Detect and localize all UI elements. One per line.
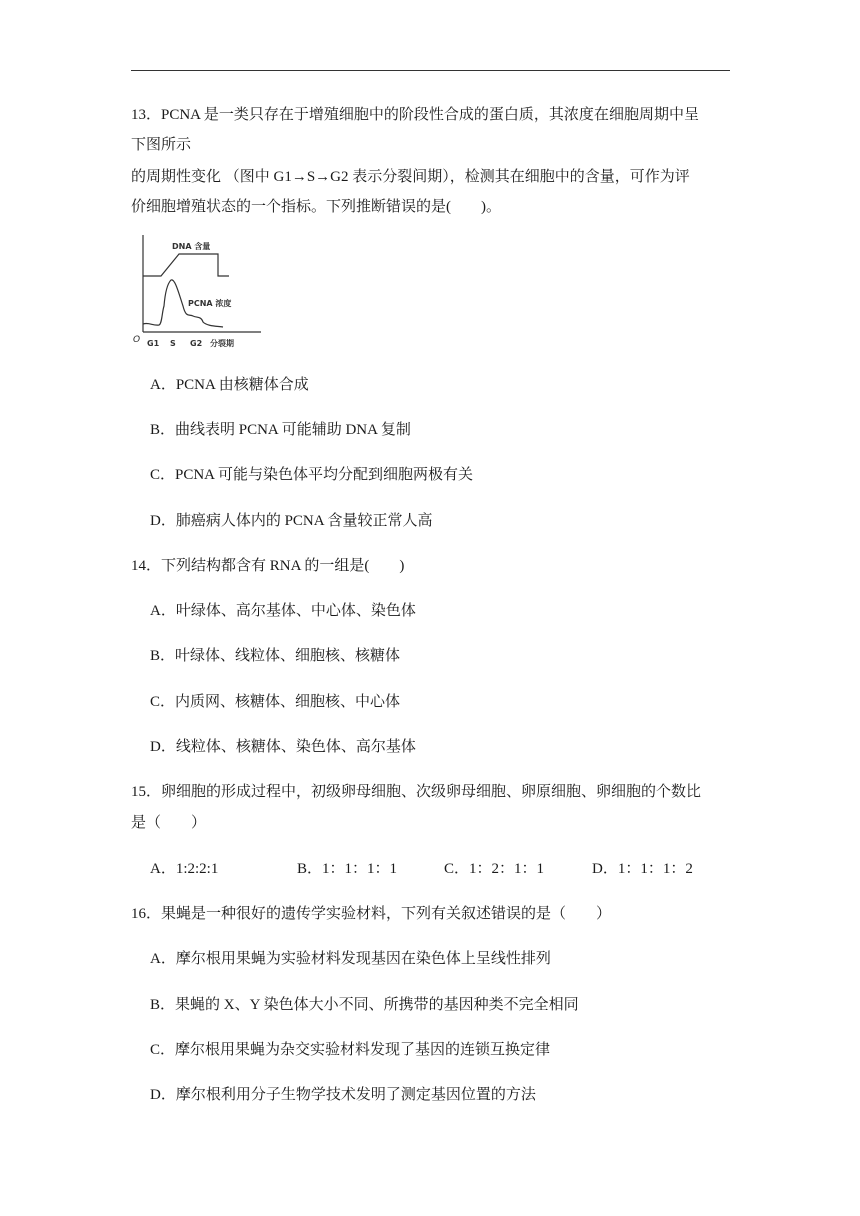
x-tick-g2: G2 <box>190 339 203 348</box>
origin-label: O <box>133 335 141 345</box>
q13-stem-line2: 下图所示 <box>131 137 192 153</box>
q13-stem-line4: 价细胞增殖状态的一个指标。下列推断错误的是( )。 <box>131 199 501 215</box>
q13-figure <box>131 232 266 350</box>
q14-option-a: A．叶绿体、高尔基体、中心体、染色体 <box>150 603 416 619</box>
q15-option-b: B．1：1：1：1 <box>297 861 398 877</box>
q13-option-b: B．曲线表明 PCNA 可能辅助 DNA 复制 <box>150 422 411 438</box>
q13-option-c: C．PCNA 可能与染色体平均分配到细胞两极有关 <box>150 467 473 483</box>
q13-option-d: D．肺癌病人体内的 PCNA 含量较正常人高 <box>150 513 433 529</box>
q15-option-d: D．1：1：1：2 <box>592 861 693 877</box>
q16-option-c: C．摩尔根用果蝇为杂交实验材料发现了基因的连锁互换定律 <box>150 1042 551 1058</box>
dna-content-curve <box>143 254 229 276</box>
q14-option-c: C．内质网、核糖体、细胞核、中心体 <box>150 694 401 710</box>
header-rule <box>131 70 730 71</box>
x-tick-g1: G1 <box>147 339 160 348</box>
q14-option-d: D．线粒体、核糖体、染色体、高尔基体 <box>150 739 416 755</box>
q16-option-d: D．摩尔根利用分子生物学技术发明了测定基因位置的方法 <box>150 1087 536 1103</box>
q15-option-a: A．1:2:2:1 <box>150 861 219 877</box>
dna-content-label: DNA 含量 <box>172 242 211 251</box>
q16-option-b: B．果蝇的 X、Y 染色体大小不同、所携带的基因种类不完全相同 <box>150 997 579 1013</box>
q16-option-a: A．摩尔根用果蝇为实验材料发现基因在染色体上呈线性排列 <box>150 951 551 967</box>
q13-stem-line1: 13．PCNA 是一类只存在于增殖细胞中的阶段性合成的蛋白质，其浓度在细胞周期中呈 <box>131 107 699 123</box>
q15-option-c: C．1：2：1：1 <box>444 861 545 877</box>
q13-figure-svg <box>131 232 266 350</box>
q15-stem-line2: 是（ ） <box>131 815 207 831</box>
q13-stem-line3: 的周期性变化 （图中 G1→S→G2 表示分裂间期），检测其在细胞中的含量，可作为评 <box>131 169 690 185</box>
q14-stem: 14．下列结构都含有 RNA 的一组是( ) <box>131 558 405 574</box>
q16-stem: 16．果蝇是一种很好的遗传学实验材料，下列有关叙述错误的是（ ） <box>131 906 612 922</box>
q13-option-a: A．PCNA 由核糖体合成 <box>150 377 309 393</box>
q14-option-b: B．叶绿体、线粒体、细胞核、核糖体 <box>150 648 401 664</box>
pcna-concentration-label: PCNA 浓度 <box>188 299 232 308</box>
x-tick-division: 分裂期 <box>210 339 234 348</box>
q15-stem-line1: 15．卵细胞的形成过程中，初级卵母细胞、次级卵母细胞、卵原细胞、卵细胞的个数比 <box>131 784 702 800</box>
x-tick-s: S <box>170 339 176 348</box>
